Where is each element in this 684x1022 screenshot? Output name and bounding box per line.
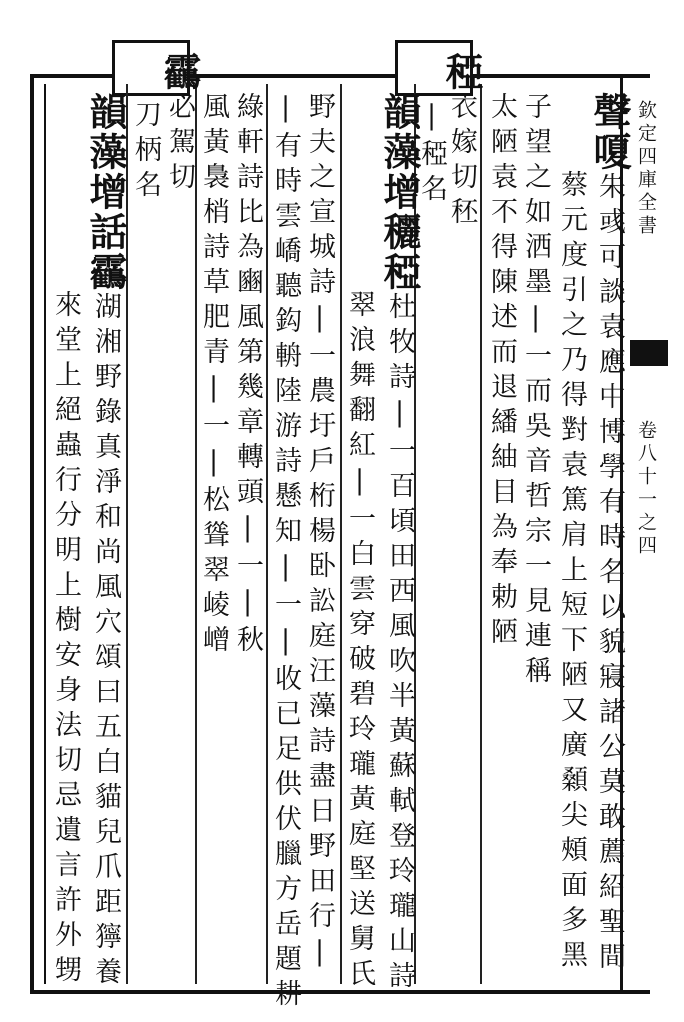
column-rule [266,84,268,984]
entry-headword: 話靏 [83,212,128,292]
column-text: 蔡元度引之乃得對袁篤肩上短下陋又廣顙尖頰面多黑 [556,170,587,975]
entry-headword: 聲嗄 [587,92,632,172]
text-column [587,92,632,977]
entry-headword: 稏 [439,52,484,92]
column-text: 湖湘野錄真淨和尚風穴頌曰五白貓兒爪距獰養 [90,292,121,992]
column-text: 綠軒詩比為豳風第幾章轉頭|一|秋 [232,92,263,660]
column-rule [195,84,197,984]
entry-source-tag: 韻藻增 [377,92,422,212]
column-text: |稏名 [416,100,447,209]
entry-headword: 靏 [157,52,202,92]
edge-block [630,340,668,366]
column-text: 風黃裊梢詩草肥青|一|松聳翠崚嶒 [198,92,229,660]
frame-left [30,74,34,994]
column-text: 子望之如洒墨|一而吳音哲宗一見連稱 [520,92,551,691]
text-column [439,52,484,232]
column-text: 刀柄名 [130,100,161,205]
column-text: 太陋袁不得陳述而退繙紬目為奉勅陋 [486,92,517,652]
entry-headword: 穲稏 [377,212,422,292]
column-text: 杜牧詩|一百頃田西風吹半黃蘇軾登玲瓏山詩 [384,292,415,996]
text-column [157,52,202,197]
column-text: 翠浪舞翻紅|一白雲穿破碧玲瓏黃庭堅送舅氏 [344,290,375,994]
entry-source-tag: 韻藻增 [83,92,128,212]
text-column [83,92,128,992]
column-text: |有時雲嶠聽鈎輈陸游詩懸知|一|收已足供伏臘方岳題耕 [270,92,301,1014]
column-text: 來堂上絕蟲行分明上樹安身法切忌遺言許外甥 [50,290,81,990]
column-text: 必駕切 [164,92,195,197]
edge-title: 欽定四庫全書 [635,100,657,238]
column-rule [480,84,482,984]
column-text: 野夫之宣城詩|一農圩戶桁楊卧訟庭汪藻詩盡日野田行| [304,92,335,975]
column-text: 朱彧可談袁應中博學有時名以貌寢諸公莫敢薦紹聖間 [594,172,625,977]
volume-label: 卷八十一之四 [635,420,657,558]
column-rule [340,84,342,984]
frame-inner-left [44,84,46,984]
text-column [377,92,422,996]
column-text: 衣嫁切秠 [446,92,477,232]
